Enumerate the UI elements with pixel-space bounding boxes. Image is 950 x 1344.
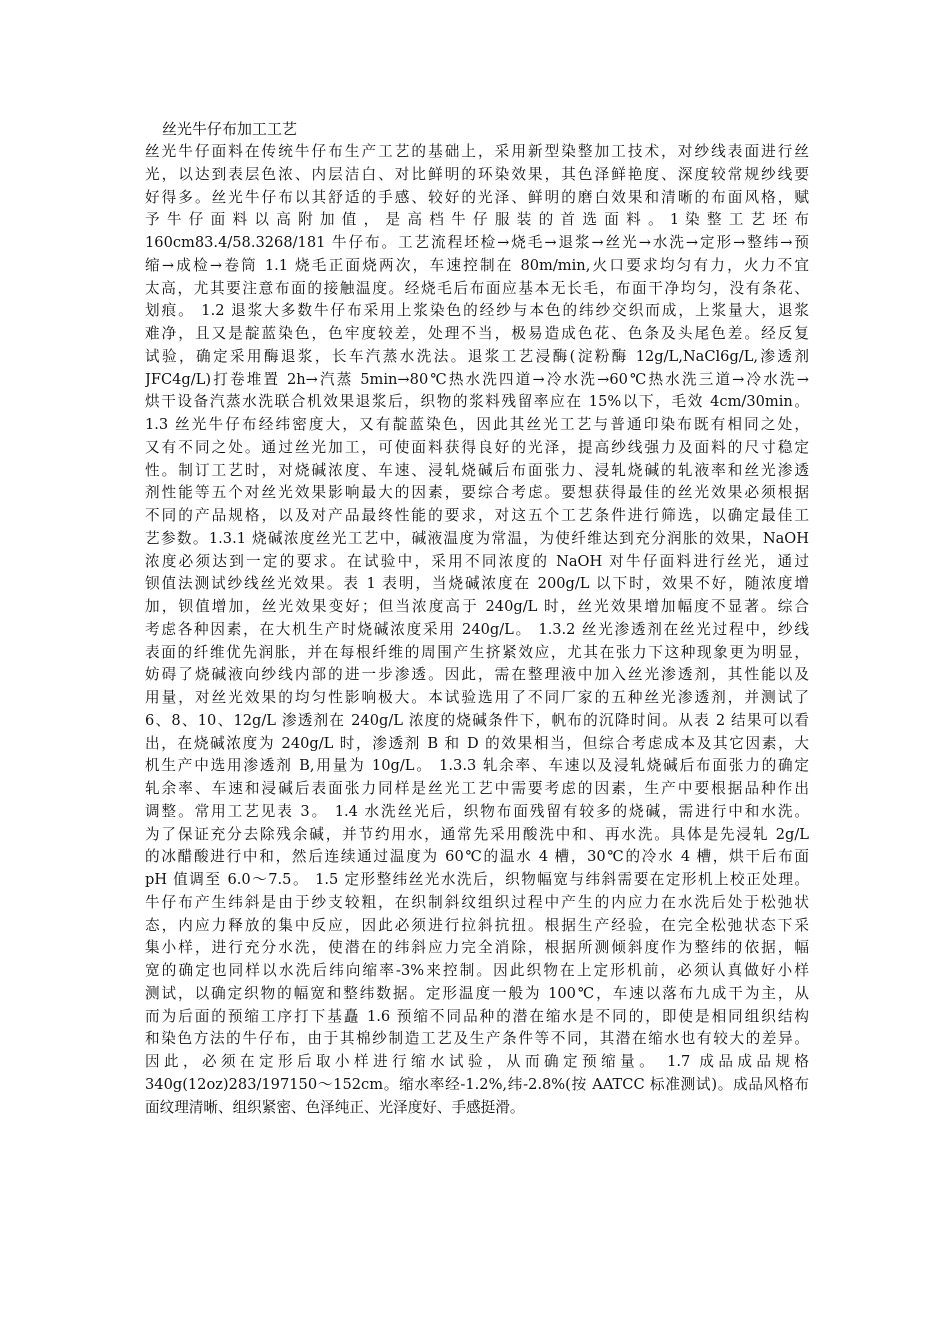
body-text-line: 340g(12oz)283/197150～152cm。缩水率经-1.2%,纬-2.8%(按 AATCC 标准测试)。成品风格布 xyxy=(145,1075,809,1093)
body-text-line: 烘干设备汽蒸水洗联合机效果退浆后，织物的浆料残留率应在 15%以下，毛效 4cm/30min。 xyxy=(145,393,809,411)
body-text-line: 测试，以确定织物的幅宽和整纬数据。定形温度一般为 100℃，车速以落布九成干为主，从 xyxy=(145,984,809,1002)
body-text-line: 160cm83.4/58.3268/181 牛仔布。工艺流程坯检→烧毛→退浆→丝光→水洗→定形→整纬→预 xyxy=(145,234,809,251)
body-text-line: 钡值法测试纱线丝光效果。表 1 表明，当烧碱浓度在 200g/L 以下时，效果不好，随浓度增 xyxy=(145,575,809,593)
body-text-line: 因此，必须在定形后取小样进行缩水试验，从而确定预缩量。 1.7 成品成品规格 xyxy=(145,1053,809,1070)
document-body xyxy=(145,141,809,1119)
body-text-line: 好得多。丝光牛仔布以其舒适的手感、较好的光泽、鲜明的磨白效果和清晰的布面风格，赋 xyxy=(145,188,809,206)
body-text-line: 调整。常用工艺见表 3。 1.4 水洗丝光后，织物布面残留有较多的烧碱，需进行中和水洗。 xyxy=(145,802,809,820)
body-text-line: 太高，尤其要注意布面的接触温度。经烧毛后布面应基本无长毛，布面干净均匀，没有条花、 xyxy=(145,279,809,297)
body-text-line: 和染色方法的牛仔布，由于其棉纱制造工艺及生产条件等不同，其潜在缩水也有较大的差异。 xyxy=(145,1030,809,1048)
body-text-line: 缩→成检→卷筒 1.1 烧毛正面烧两次，车速控制在 80m/min,火口要求均匀有力，火力不宜 xyxy=(145,256,809,274)
body-text-line: 1.3 丝光牛仔布经纬密度大，又有靛蓝染色，因此其丝光工艺与普通印染布既有相同之处， xyxy=(145,416,809,433)
body-text-line: 试验，确定采用酶退浆，长车汽蒸水洗法。退浆工艺浸酶(淀粉酶 12g/L,NaCl6g/L,渗透剂 xyxy=(145,347,809,365)
body-text-line: 光，以达到表层色浓、内层洁白、对比鲜明的环染效果，其色泽鲜艳度、深度较常规纱线要 xyxy=(145,165,809,183)
body-text-line: pH 值调至 6.0～7.5。 1.5 定形整纬丝光水洗后，织物幅宽与纬斜需要在定形机上校正处理。 xyxy=(145,871,809,888)
body-text-line: 轧余率、车速和浸碱后表面张力同样是丝光工艺中需要考虑的因素，生产中要根据品种作出 xyxy=(145,780,809,797)
body-text-line: 难净，且又是靛蓝染色，色牢度较差，处理不当，极易造成色花、色条及头尾色差。经反复 xyxy=(145,325,809,342)
body-text-line: 浓度必须达到一定的要求。在试验中，采用不同浓度的 NaOH 对牛仔面料进行丝光，通过 xyxy=(145,552,809,570)
body-text-line: 面纹理清晰、组织紧密、色泽纯正、光泽度好、手感挺滑。 xyxy=(145,1098,525,1116)
body-text-line: 加，钡值增加，丝光效果变好；但当浓度高于 240g/L 时，丝光效果增加幅度不显著。综合 xyxy=(145,598,809,615)
body-text-line: 剂性能等五个对丝光效果影响最大的因素，要综合考虑。要想获得最佳的丝光效果必须根据 xyxy=(145,484,809,502)
body-text-line: 又有不同之处。通过丝光加工，可使面料获得良好的光泽，提高纱线强力及面料的尺寸稳定 xyxy=(145,438,809,456)
body-text-line: 宽的确定也同样以水洗后纬向缩率-3%来控制。因此织物在上定形机前，必须认真做好小样 xyxy=(145,962,809,979)
body-text-line: 集小样，进行充分水洗，使潜在的纬斜应力完全消除，根据所测倾斜度作为整纬的依据，幅 xyxy=(145,939,809,957)
body-text-line: 划痕。 1.2 退浆大多数牛仔布采用上浆染色的经纱与本色的纬纱交织而成，上浆量大，退浆 xyxy=(145,302,809,320)
body-text-line: 不同的产品规格，以及对产品最终性能的要求，对这五个工艺条件进行筛选，以确定最佳工 xyxy=(145,507,809,524)
body-text-line: 妨碍了烧碱液向纱线内部的进一步渗透。因此，需在整理液中加入丝光渗透剂，其性能以及 xyxy=(145,666,809,684)
body-text-line: 为了保证充分去除残余碱，并节约用水，通常先采用酸洗中和、再水洗。具体是先浸轧 2g/L xyxy=(145,825,809,843)
body-text-line: 予 牛 仔 面 料 以 高 附 加 值 ， 是 高 档 牛 仔 服 装 的 首 选 面 料 。 1 染 整 工 艺 坯 布 xyxy=(145,211,809,229)
body-text-line: 表面的纤维优先润胀，并在每根纤维的周围产生挤紧效应，尤其在张力下这种现象更为明显， xyxy=(145,643,809,661)
body-text-line: 态，内应力释放的集中反应，因此必须进行拉斜抗扭。根据生产经验，在完全松弛状态下采 xyxy=(145,916,809,934)
body-text-line: 丝光牛仔面料在传统牛仔布生产工艺的基础上，采用新型染整加工技术，对纱线表面进行丝 xyxy=(145,143,809,160)
body-text-line: 牛仔布产生纬斜是由于纱支较粗，在织制斜纹组织过程中产生的内应力在水洗后处于松弛状 xyxy=(145,893,809,911)
body-text-line: 机生产中选用渗透剂 B,用量为 10g/L。 1.3.3 轧余率、车速以及浸轧烧碱后布面张力的确定 xyxy=(145,757,809,775)
body-text-line: 6、8、10、12g/L 渗透剂在 240g/L 浓度的烧碱条件下，帆布的沉降时间。从表 2 结果可以看 xyxy=(145,711,809,729)
body-text-line: 艺参数。1.3.1 烧碱浓度丝光工艺中，碱液温度为常温，为使纤维达到充分润胀的效果，NaOH xyxy=(145,529,809,547)
body-text-line: 用量，对丝光效果的均匀性影响极大。本试验选用了不同厂家的五种丝光渗透剂，并测试了 xyxy=(145,689,809,706)
body-text-line: 出，在烧碱浓度为 240g/L 时，渗透剂 B 和 D 的效果相当，但综合考虑成本及其它因素，大 xyxy=(145,734,809,752)
body-text-line: 性。制订工艺时，对烧碱浓度、车速、浸轧烧碱后布面张力、浸轧烧碱的轧液率和丝光渗透 xyxy=(145,461,809,479)
body-text-line: JFC4g/L)打卷堆置 2h→汽蒸 5min→80℃热水洗四道→冷水洗→60℃热水洗三道→冷水洗→ xyxy=(145,370,809,388)
body-text-line: 的冰醋酸进行中和，然后连续通过温度为 60℃的温水 4 槽，30℃的冷水 4 槽，烘干后布面 xyxy=(145,848,809,866)
document-title: 丝光牛仔布加工工艺 xyxy=(162,120,298,138)
body-text-line: 考虑各种因素，在大机生产时烧碱浓度采用 240g/L。 1.3.2 丝光渗透剂在丝光过程中，纱线 xyxy=(145,620,809,638)
body-text-line: 而为后面的预缩工序打下基矗 1.6 预缩不同品种的潜在缩水是不同的，即使是相同组织结构 xyxy=(145,1007,809,1025)
